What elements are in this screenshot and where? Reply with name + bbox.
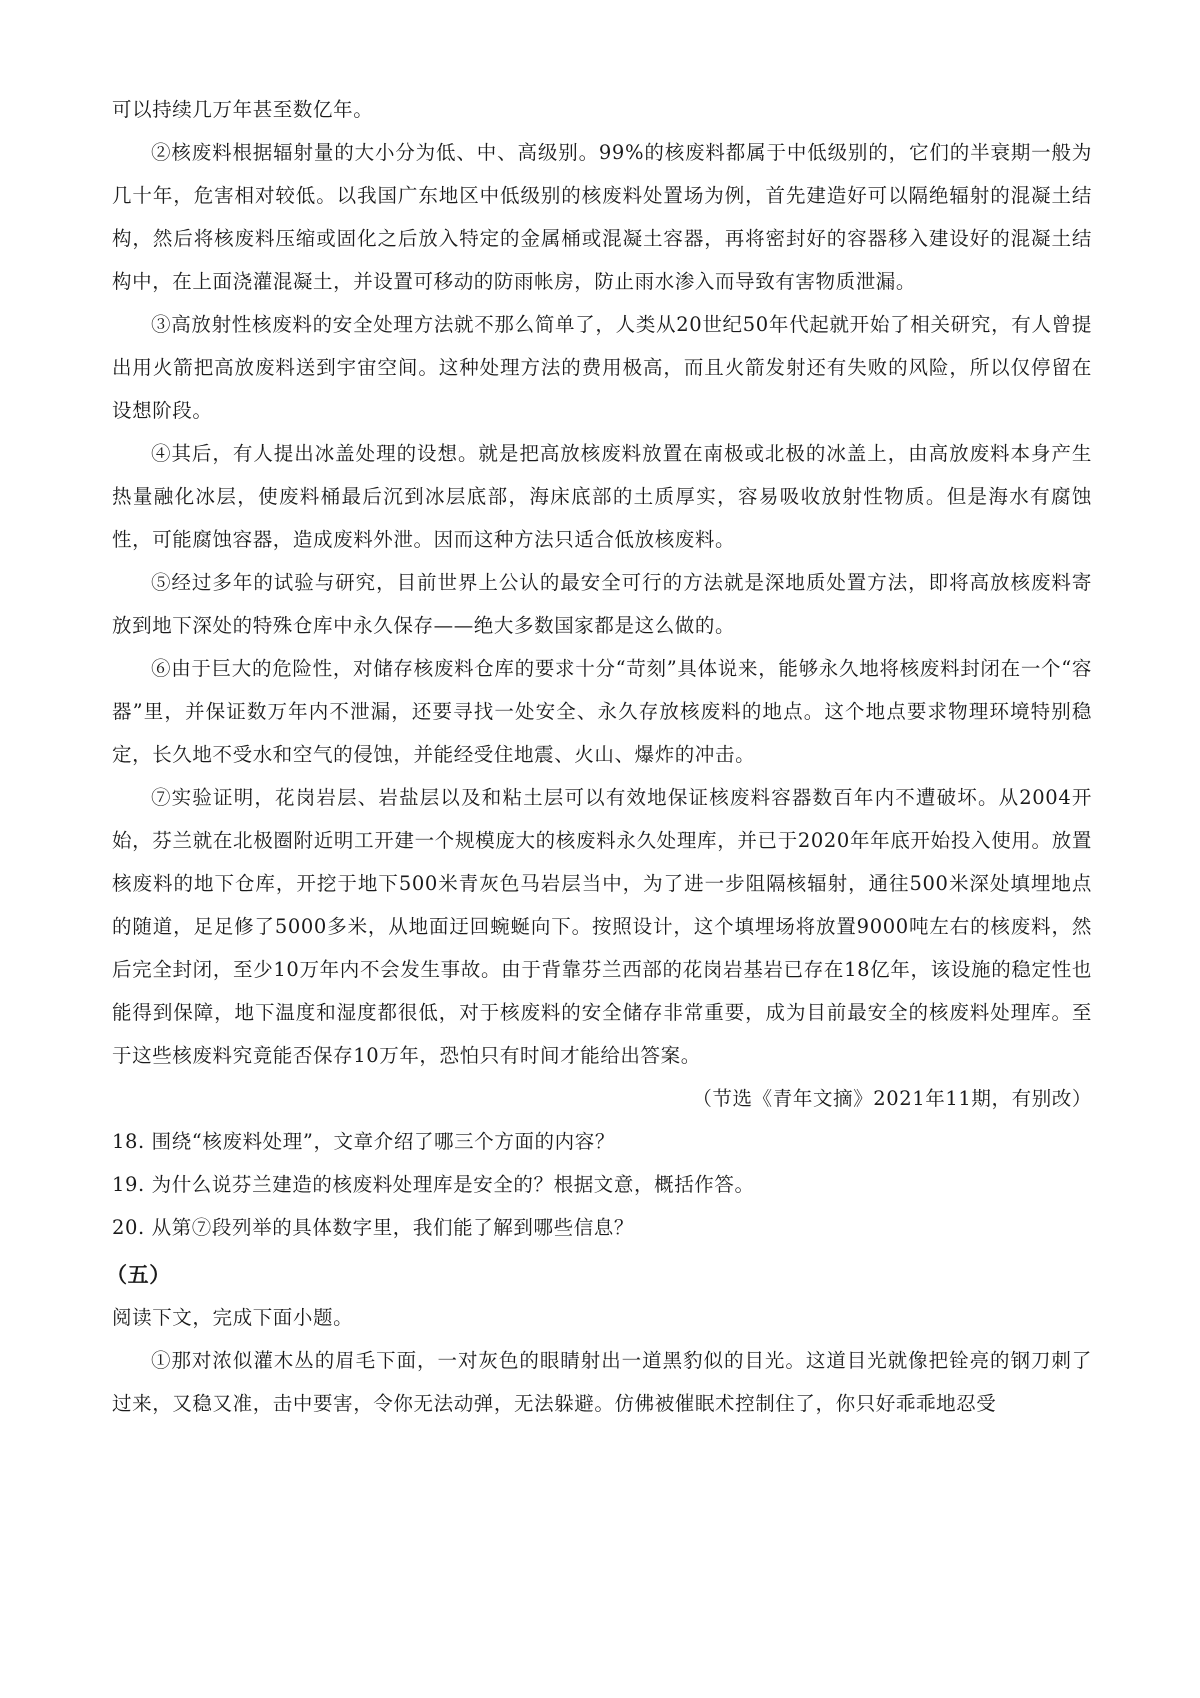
paragraph-4: ④其后，有人提出冰盖处理的设想。就是把高放核废料放置在南极或北极的冰盖上，由高放废料本身产生热量融化冰层，使废料桶最后沉到冰层底部，海床底部的土质厚实，容易吸收放射性物质。但是海水有腐蚀性，可能腐蚀容器，造成废料外泄。因而这种方法只适合低放核废料。 [112,442,1092,551]
section-title: （五） [106,1262,171,1287]
passage-source: （节选《青年文摘》2021年11期，有别改） [692,1087,1092,1110]
question-20: 20. 从第⑦段列举的具体数字里，我们能了解到哪些信息？ [112,1216,635,1239]
document-page [106,88,1092,1425]
paragraph-2: ②核废料根据辐射量的大小分为低、中、高级别。99%的核废料都属于中低级别的，它们的半衰期一般为几十年，危害相对较低。以我国广东地区中低级别的核废料处置场为例，首先建造好可以隔绝辐射的混凝土结构，然后将核废料压缩或固化之后放入特定的金属桶或混凝土容器，再将密封好的容器移入建设好的混凝土结构中，在上面浇灌混凝土，并设置可移动的防雨帐房，防止雨水渗入而导致有害物质泄漏。 [112,141,1092,293]
passage-continuation: 可以持续几万年甚至数亿年。 [112,98,374,121]
paragraph-5: ⑤经过多年的试验与研究，目前世界上公认的最安全可行的方法就是深地质处置方法，即将高放核废料寄放到地下深处的特殊仓库中永久保存——绝大多数国家都是这么做的。 [112,571,1092,637]
paragraph-7: ⑦实验证明，花岗岩层、岩盐层以及和粘土层可以有效地保证核废料容器数百年内不遭破坏。从2004开始，芬兰就在北极圈附近明工开建一个规模庞大的核废料永久处理库，并已于2020年年底开始投入使用。放置核废料的地下仓库，开挖于地下500米青灰色马岩层当中，为了进一步阻隔核辐射，通往500米深处填埋地点的随道，足足修了5000多米，从地面迂回蜿蜒向下。按照设计，这个填埋场将放置9000吨左右的核废料，然后完全封闭，至少10万年内不会发生事故。由于背靠芬兰西部的花岗岩基岩已存在18亿年，该设施的稳定性也能得到保障，地下温度和湿度都很低，对于核废料的安全储存非常重要，成为目前最安全的核废料处理库。至于这些核废料究竟能否保存10万年，恐怕只有时间才能给出答案。 [112,786,1092,1067]
question-18: 18. 围绕“核废料处理”，文章介绍了哪三个方面的内容？ [112,1130,615,1153]
paragraph-3: ③高放射性核废料的安全处理方法就不那么简单了，人类从20世纪50年代起就开始了相关研究，有人曾提出用火箭把高放废料送到宇宙空间。这种处理方法的费用极高，而且火箭发射还有失败的风险，所以仅停留在设想阶段。 [112,313,1092,422]
section5-paragraph-1: ①那对浓似灌木丛的眉毛下面，一对灰色的眼睛射出一道黑豹似的目光。这道目光就像把铨亮的钢刀刺了过来，又稳又准，击中要害，令你无法动弹，无法躲避。仿佛被催眠术控制住了，你只好乖乖地忍受 [112,1349,1092,1415]
section-instruction: 阅读下文，完成下面小题。 [112,1306,354,1329]
question-19: 19. 为什么说芬兰建造的核废料处理库是安全的？根据文意，概括作答。 [112,1173,755,1196]
paragraph-6: ⑥由于巨大的危险性，对储存核废料仓库的要求十分“苛刻”具体说来，能够永久地将核废料封闭在一个“容器”里，并保证数万年内不泄漏，还要寻找一处安全、永久存放核废料的地点。这个地点要求物理环境特别稳定，长久地不受水和空气的侵蚀，并能经受住地震、火山、爆炸的冲击。 [112,657,1092,766]
